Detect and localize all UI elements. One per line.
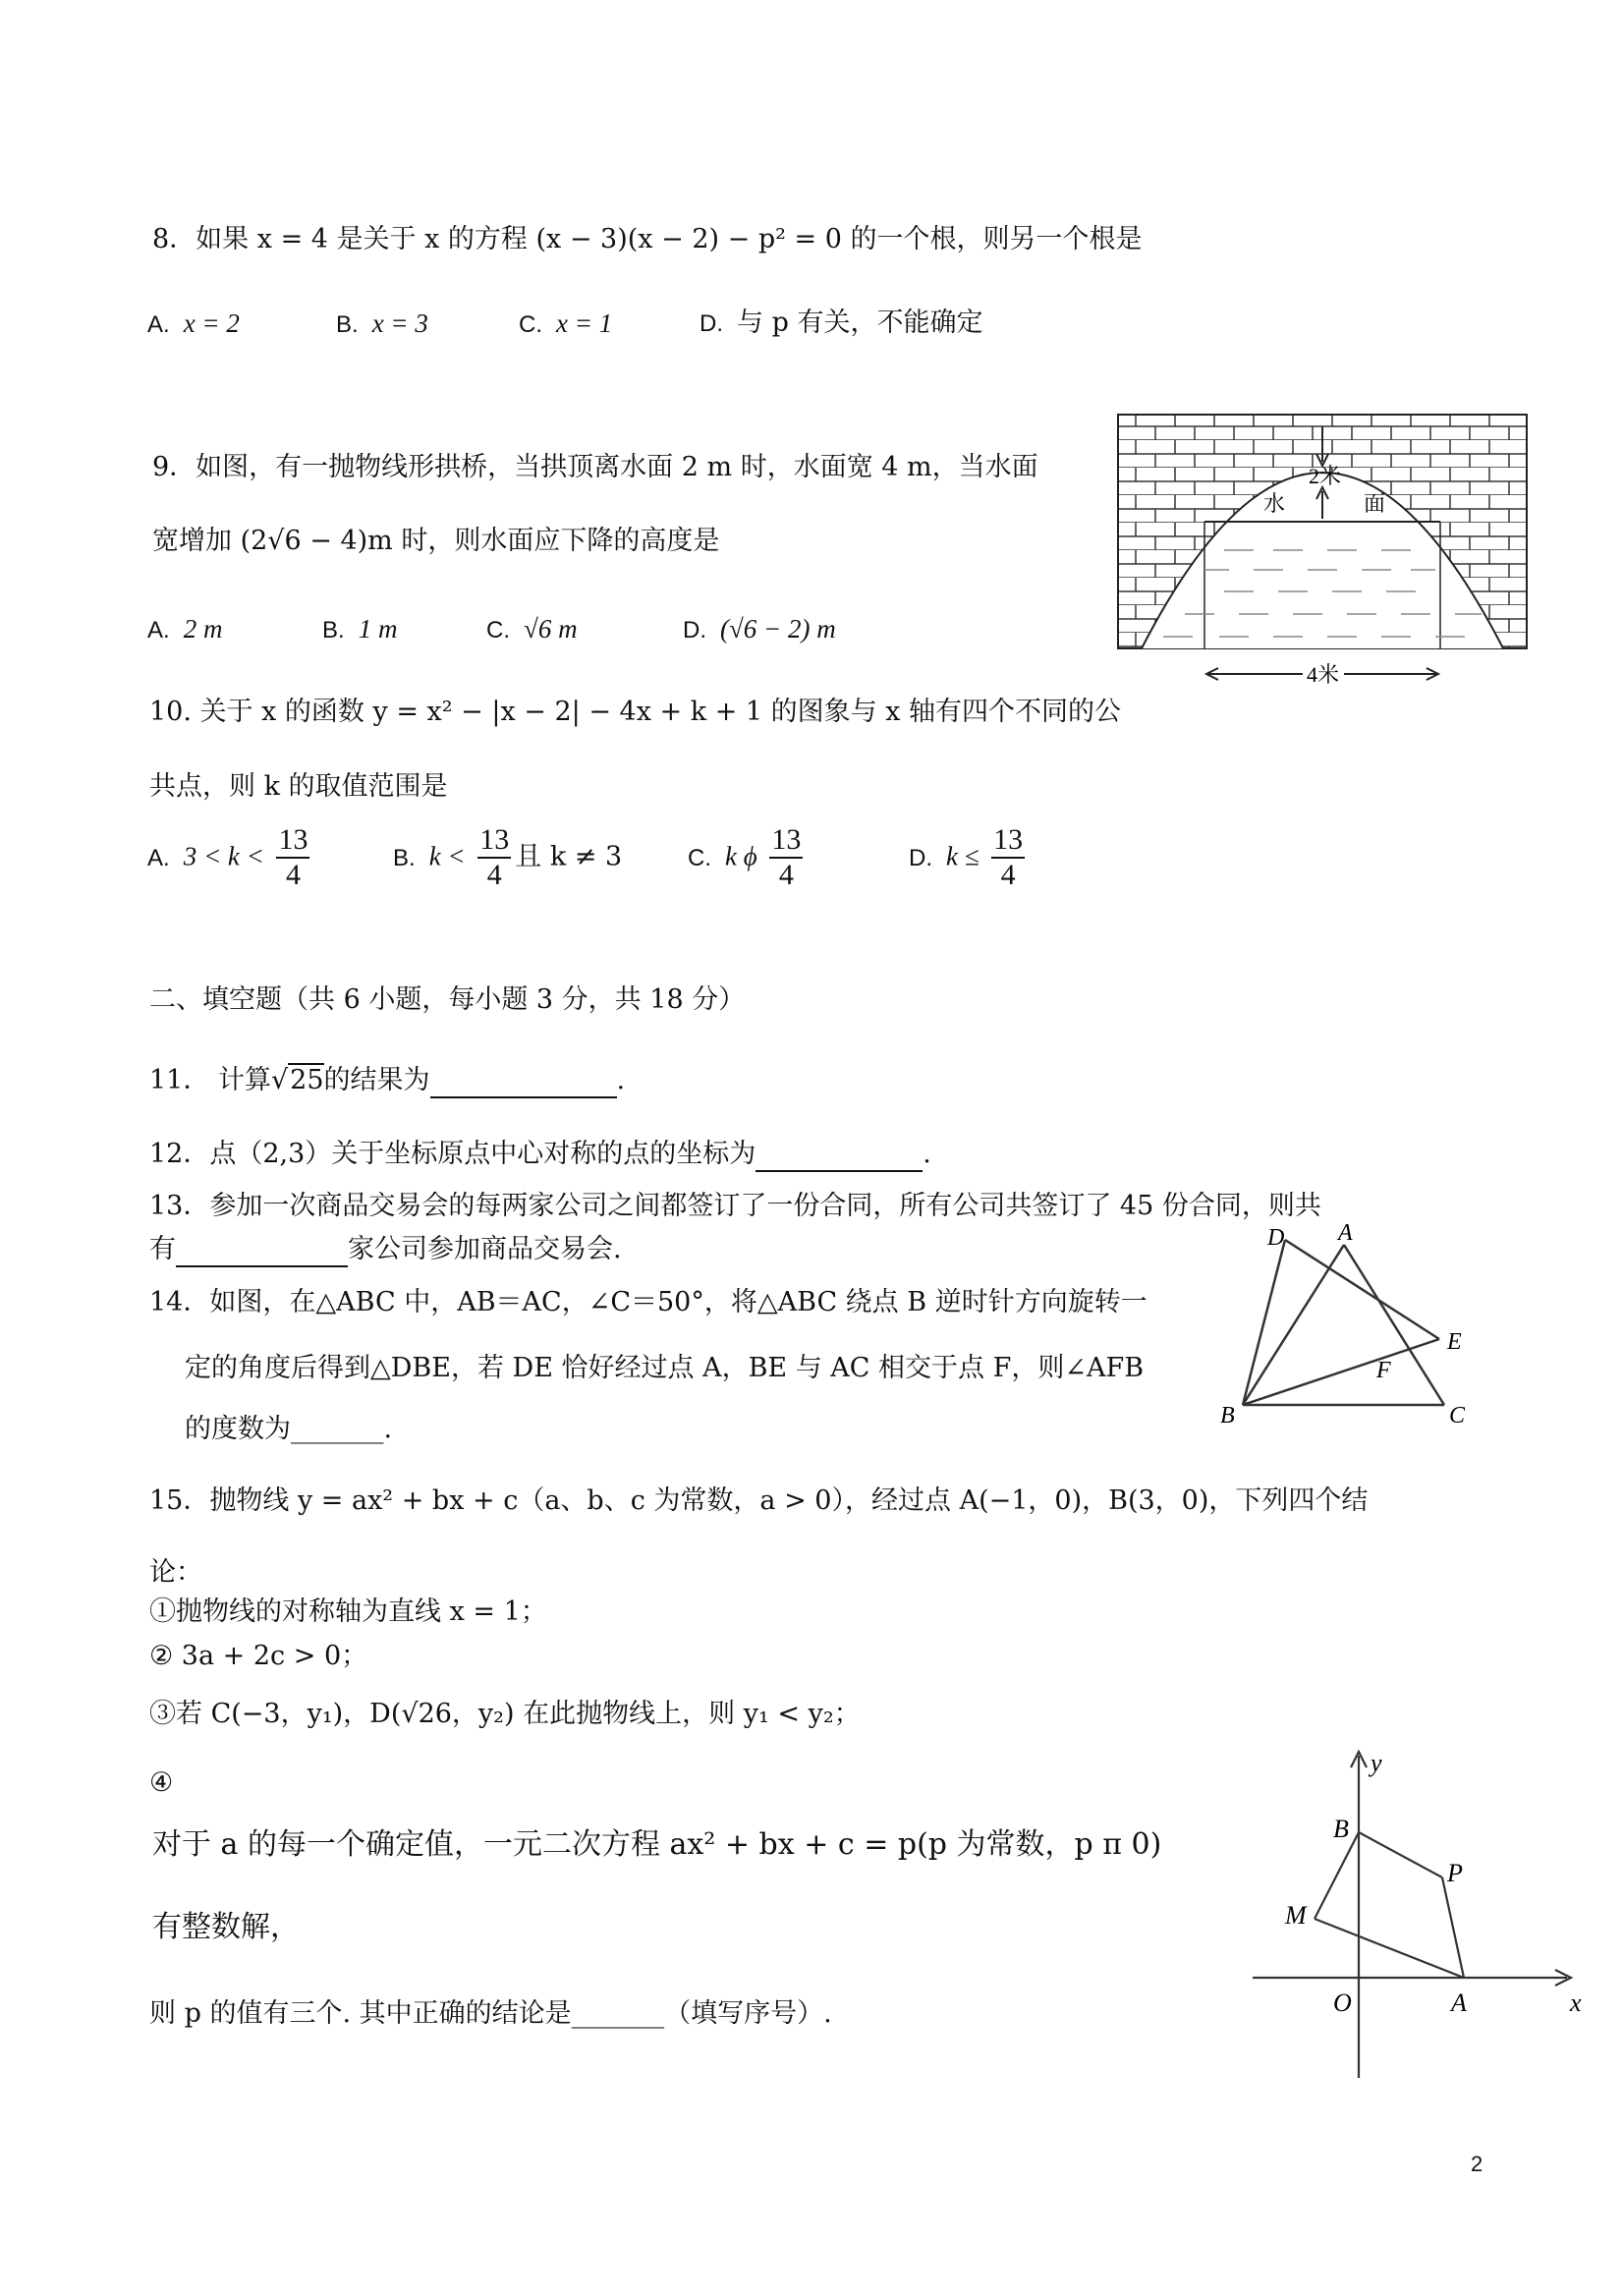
q10-stem-line2: 共点，则 k 的取值范围是 <box>149 771 448 802</box>
triangle-rotation-figure <box>1203 1223 1488 1439</box>
q9-option-c: C. √6 m <box>486 614 578 644</box>
point-B-label: B <box>1220 1403 1235 1428</box>
q10-option-d: D. k ≤ $\frac{13}{4}$ <box>909 823 1024 891</box>
point-E-label: E <box>1447 1329 1462 1355</box>
point-A-axis-label: A <box>1451 1988 1467 2017</box>
q15-conclusion-2: ② 3a + 2c > 0； <box>149 1641 368 1671</box>
q15-conclusion-4-line1: 对于 a 的每一个确定值，一元二次方程 ax² + bx + c = p(p 为常数，p π 0) <box>152 1827 1162 1862</box>
q15-conclusion-3: ③若 C(−3，y₁)，D(√26，y₂) 在此抛物线上，则 y₁ < y₂； <box>149 1699 861 1729</box>
q14-line3: 的度数为_______. <box>185 1414 393 1444</box>
q9-stem-line2: 宽增加 (2√6 − 4)m 时，则水面应下降的高度是 <box>152 526 720 556</box>
q10-option-c: C. k ϕ $\frac{13}{4}$ <box>688 823 802 891</box>
q14-line2: 定的角度后得到△DBE，若 DE 恰好经过点 A，BE 与 AC 相交于点 F，则∠AFB <box>185 1353 1145 1383</box>
point-B-axis-label: B <box>1333 1815 1349 1843</box>
point-D-label: D <box>1267 1225 1285 1251</box>
q9-option-a: A. 2 m <box>147 614 223 644</box>
q11: 11． 计算√25的结果为 . <box>149 1061 625 1098</box>
q12: 12．点（2,3）关于坐标原点中心对称的点的坐标为 . <box>149 1135 931 1172</box>
q8-stem: 8．如果 x = 4 是关于 x 的方程 (x − 3)(x − 2) − p² = 0 的一个根，则另一个根是 <box>152 224 1143 254</box>
q9-option-d: D. (√6 − 2) m <box>683 614 836 644</box>
q13-line2: 有 家公司参加商品交易会. <box>149 1230 622 1267</box>
q9-stem-line1: 9．如图，有一抛物线形拱桥，当拱顶离水面 2 m 时，水面宽 4 m，当水面 <box>152 452 1038 482</box>
page-number: 2 <box>1471 2152 1483 2176</box>
q14-line1: 14．如图，在△ABC 中，AB＝AC，∠C＝50°，将△ABC 绕点 B 逆时针方向旋转一 <box>149 1287 1147 1317</box>
bridge-water-label-left: 水 <box>1263 491 1286 516</box>
q15-conclusion-4-line2: 有整数解， <box>152 1910 300 1944</box>
q15-line2: 论： <box>149 1557 202 1588</box>
point-M-label: M <box>1285 1901 1307 1930</box>
section-2-title: 二、填空题（共 6 小题，每小题 3 分，共 18 分） <box>149 984 746 1015</box>
q13-line1: 13．参加一次商品交易会的每两家公司之间都签订了一份合同，所有公司共签订了 45 份合同，则共 <box>149 1191 1321 1221</box>
bridge-width-label: 4米 <box>1307 662 1340 687</box>
point-A-label: A <box>1338 1223 1353 1246</box>
bridge-height-label: 2米 <box>1309 464 1342 488</box>
origin-label: O <box>1333 1988 1352 2017</box>
point-P-label: P <box>1447 1859 1463 1887</box>
q15-conclusion-4: ④ <box>149 1767 174 1798</box>
arch-bridge-figure <box>1116 413 1529 688</box>
q10-option-a: A. 3 < k < $\frac{13}{4}$ <box>147 823 308 891</box>
q8-option-d: D. 与 p 有关，不能确定 <box>700 308 983 338</box>
bridge-water-label-right: 面 <box>1364 491 1386 516</box>
q8-option-c: C. x = 1 <box>519 308 613 338</box>
coordinate-quadrilateral-figure <box>1243 1744 1596 2083</box>
q10-option-b: B. k < $\frac{13}{4}$ 且 k ≠ 3 <box>393 823 623 891</box>
y-axis-label: y <box>1371 1749 1382 1777</box>
q15-line1: 15．抛物线 y = ax² + bx + c（a、b、c 为常数，a > 0），经过点 A(−1，0)，B(3，0)，下列四个结 <box>149 1485 1369 1516</box>
q15-conclusion-1: ①抛物线的对称轴为直线 x = 1； <box>149 1596 547 1627</box>
point-C-label: C <box>1449 1403 1466 1428</box>
q8-option-a: A. x = 2 <box>147 308 240 338</box>
x-axis-label: x <box>1570 1988 1582 2017</box>
q15-conclusion-4-line3: 则 p 的值有三个. 其中正确的结论是_______（填写序号）. <box>149 1998 832 2029</box>
point-F-label: F <box>1376 1358 1391 1383</box>
q10-stem-line1: 10. 关于 x 的函数 y = x² − |x − 2| − 4x + k + 1 的图象与 x 轴有四个不同的公 <box>149 697 1122 727</box>
q8-option-b: B. x = 3 <box>336 308 428 338</box>
q9-option-b: B. 1 m <box>322 614 398 644</box>
